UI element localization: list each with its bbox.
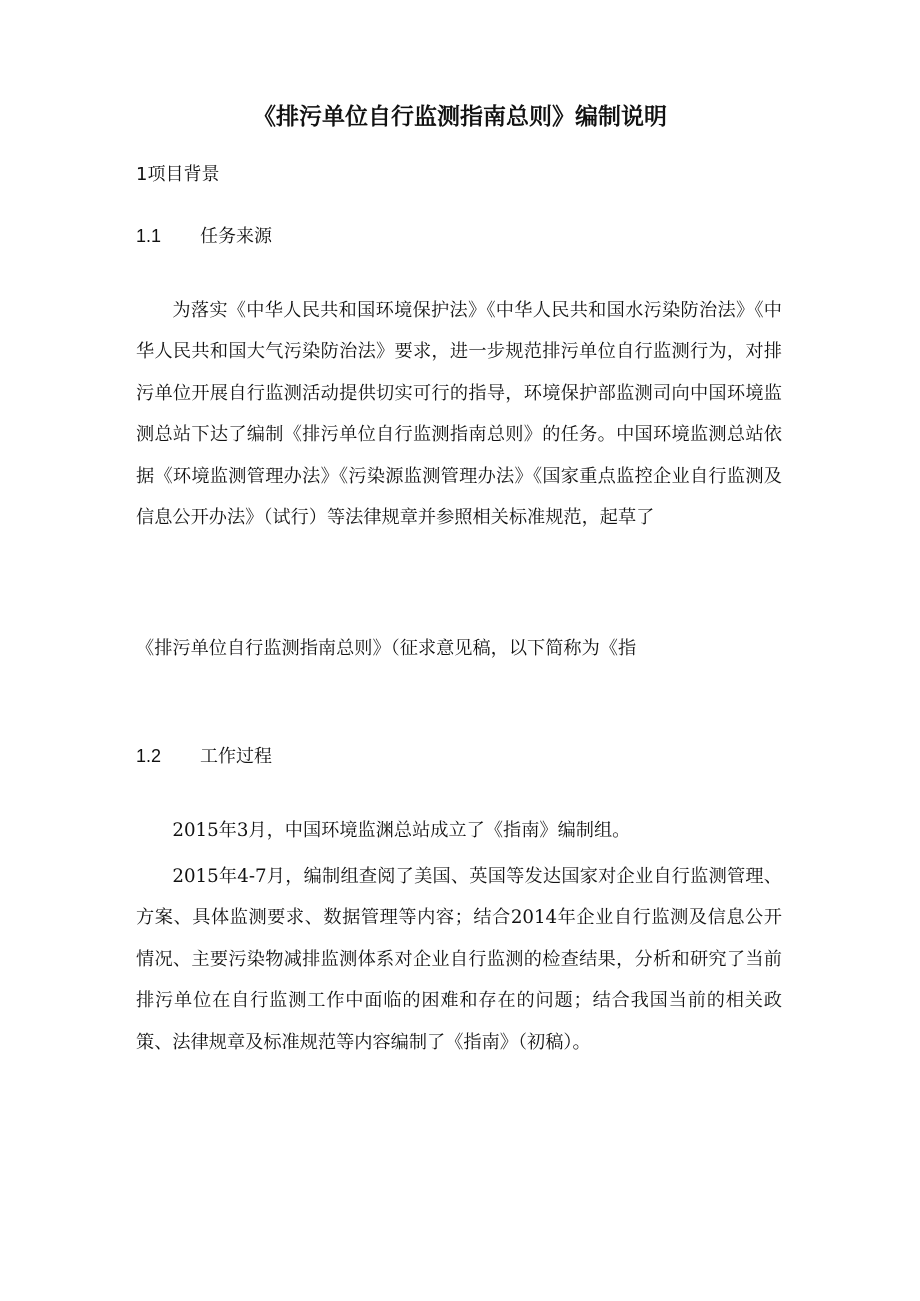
task-source-paragraph: 为落实《中华人民共和国环境保护法》《中华人民共和国水污染防治法》《中华人民共和国大气污染防治法》要求，进一步规范排污单位自行监测行为，对排污单位开展自行监测活动提供切实可行的指导，环境保护部监测司向中国环境监测总站下达了编制《排污单位自行监测指南总则》的任务。中国环境监测总站依据《环境监测管理办法》《污染源监测管理办法》《国家重点监控企业自行监测及信息公开办法》（试行）等法律规章并参照相关标准规范，起草了 xyxy=(136,300,782,529)
subsection-title: 工作过程 xyxy=(200,746,272,767)
subsection-title: 任务来源 xyxy=(200,226,272,247)
subsection-heading-work-process xyxy=(136,742,272,768)
subsection-number: 1.1 xyxy=(136,226,162,246)
work-process-paragraph-1: 2015年3月，中国环境监渊总站成立了《指南》编制组。 xyxy=(172,820,631,841)
section-heading: 1项目背景 xyxy=(136,164,220,185)
task-source-continuation: 《排污单位自行监测指南总则》（征求意见稿，以下简称为《指 xyxy=(136,638,637,659)
subsection-number: 1.2 xyxy=(136,746,162,766)
subsection-heading-task-source xyxy=(136,222,272,248)
document-title: 《排污单位自行监测指南总则》编制说明 xyxy=(253,104,667,130)
work-process-paragraph-2: 2015年4-7月，编制组查阅了美国、英国等发达国家对企业自行监测管理、方案、具体监测要求、数据管理等内容；结合2014年企业自行监测及信息公开情况、主要污染物减排监测体系对企业自行监测的检查结果，分析和研究了当前排污单位在自行监测工作中面临的困难和存在的问题；结合我国当前的相关政策、法律规章及标准规范等内容编制了《指南》（初稿）。 xyxy=(136,866,782,1053)
